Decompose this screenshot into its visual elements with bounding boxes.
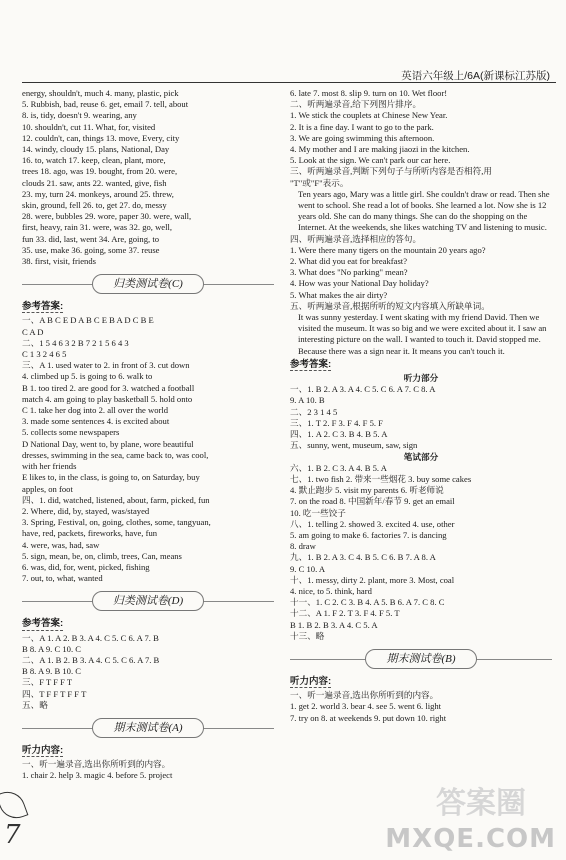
text-line: 3. We are going swimming this afternoon. bbox=[290, 132, 435, 143]
text-line: 四、1. did, watched, listened, about, farm, picked, fun bbox=[22, 494, 210, 505]
text-line: B 8. A 9. B 10. C bbox=[22, 666, 81, 677]
answer-label-right: 参考答案: bbox=[290, 358, 332, 370]
text-line: 5. collects some newspapers bbox=[22, 427, 120, 438]
listening-content-b bbox=[290, 690, 552, 724]
text-line: 5. sign, mean, be, on, climb, trees, Can, means bbox=[22, 550, 182, 561]
text-line: 4. My mother and I are making jiaozi in the kitchen. bbox=[290, 144, 470, 155]
text-line: "T"或"F"表示。 bbox=[290, 177, 349, 188]
text-line: match 4. am going to play basketball 5. hold onto bbox=[22, 393, 193, 404]
banner-title-final-a: 期末测试卷(A) bbox=[92, 718, 204, 738]
text-line: 14. windy, cloudy 15. plans, National, Day bbox=[22, 144, 170, 155]
text-line: 1. Were there many tigers on the mountain 20 years ago? bbox=[290, 244, 486, 255]
answers-block-d bbox=[22, 633, 274, 711]
text-line: apples, on foot bbox=[22, 483, 73, 494]
text-line: 一、A B C E D A B C E B A D C B E bbox=[22, 315, 154, 326]
text-line: 5. Rubbish, bad, reuse 6. get, email 7. tell, about bbox=[22, 99, 189, 110]
text-line: 一、1. B 2. A 3. A 4. C 5. C 6. A 7. C 8. A bbox=[290, 384, 436, 395]
text-line: 28. were, bubbles 29. wore, paper 30. were, wall, bbox=[22, 211, 192, 222]
section-banner-final-a bbox=[22, 718, 274, 738]
text-line: C A D bbox=[22, 326, 44, 337]
text-line: 3. What does "No parking" mean? bbox=[290, 267, 408, 278]
text-line: 8. draw bbox=[290, 541, 316, 552]
text-line: 三、A 1. used water to 2. in front of 3. cut down bbox=[22, 360, 190, 371]
text-line: 4. 默止跑步 5. visit my parents 6. 听老师说 bbox=[290, 485, 444, 496]
text-line: 四、T F F T F F T bbox=[22, 688, 87, 699]
text-line: 三、F T F F T bbox=[22, 677, 73, 688]
watermark-logo: 答案圈 bbox=[436, 786, 526, 821]
text-line: dresses, swimming in the sea, came back to, was cool, bbox=[22, 449, 209, 460]
text-line: 二、A 1. B 2. B 3. A 4. C 5. C 6. A 7. B bbox=[22, 654, 160, 665]
text-line: 9. A 10. B bbox=[290, 395, 325, 406]
text-line: 4. were, was, had, saw bbox=[22, 539, 100, 550]
text-line: 六、1. B 2. C 3. A 4. B 5. A bbox=[290, 462, 387, 473]
answer-label-d: 参考答案: bbox=[22, 618, 64, 630]
text-line: 8. is, tidy, doesn't 9. wearing, any bbox=[22, 110, 137, 121]
text-line: B 8. A 9. C 10. C bbox=[22, 643, 81, 654]
text-line: 一、听一遍录音,选出你所听到的内容。 bbox=[290, 690, 439, 701]
section-banner-final-b bbox=[290, 649, 552, 669]
text-line: 2. What did you eat for breakfast? bbox=[290, 256, 408, 267]
text-line: 6. was, did, for, went, picked, fishing bbox=[22, 561, 150, 572]
text-line: 4. climbed up 5. is going to 6. walk to bbox=[22, 371, 153, 382]
text-line: 一、A 1. A 2. B 3. A 4. C 5. C 6. A 7. B bbox=[22, 632, 159, 643]
text-line: clouds 21. saw, ants 22. wanted, give, fish bbox=[22, 177, 167, 188]
text-line: 5. Look at the sign. We can't park our car here. bbox=[290, 155, 451, 166]
banner-title-final-b: 期末测试卷(B) bbox=[365, 649, 477, 669]
text-line: trees 18. ago, was 19. bought, from 20. were, bbox=[22, 166, 178, 177]
text-line: 十、1. messy, dirty 2. plant, more 3. Most, coal bbox=[290, 574, 455, 585]
page-header-title: 英语六年级上/6A(新课标江苏版) bbox=[401, 70, 550, 82]
text-line: 十一、1. C 2. C 3. B 4. A 5. B 6. A 7. C 8. C bbox=[290, 597, 445, 608]
text-line: 1. We stick the couplets at Chinese New Year. bbox=[290, 110, 448, 121]
listening-part-heading: 听力部分 bbox=[403, 373, 439, 384]
banner-title-d: 归类测试卷(D) bbox=[92, 591, 204, 611]
text-line: E likes to, in the class, is going to, on Saturday, buy bbox=[22, 472, 200, 483]
text-line: 五、略 bbox=[22, 699, 48, 710]
text-line: 6. late 7. most 8. slip 9. turn on 10. Wet floor! bbox=[290, 88, 448, 98]
answer-label: 参考答案: bbox=[22, 301, 64, 313]
listening-content-a bbox=[22, 759, 274, 781]
text-line: 五、sunny, went, museum, saw, sign bbox=[290, 440, 418, 451]
text-line: 1. chair 2. help 3. magic 4. before 5. project bbox=[22, 770, 173, 781]
text-line: 3. made some sentences 4. is excited about bbox=[22, 416, 170, 427]
text-line: 二、2 3 1 4 5 bbox=[290, 406, 338, 417]
text-line: 二、听两遍录音,给下列图片排序。 bbox=[290, 99, 422, 110]
text-line: B 1. B 2. B 3. A 4. C 5. A bbox=[290, 619, 378, 630]
text-line: 一、听一遍录音,选出你所听到的内容。 bbox=[22, 759, 171, 770]
text-line: 4. How was your National Day holiday? bbox=[290, 278, 429, 289]
text-line: 1. get 2. world 3. bear 4. see 5. went 6. light bbox=[290, 701, 442, 712]
leaf-decoration-icon bbox=[0, 787, 28, 823]
left-column bbox=[22, 88, 274, 782]
text-line: 7. on the road 8. 中国新年/春节 9. get an email bbox=[290, 496, 455, 507]
listening-label-b: 听力内容: bbox=[290, 675, 332, 687]
text-line: with her friends bbox=[22, 461, 77, 472]
text-line: C 1 3 2 4 6 5 bbox=[22, 349, 67, 360]
text-line: 2. It is a fine day. I want to go to the park. bbox=[290, 121, 434, 132]
text-line: first, heavy, rain 31. were, was 32. go, well, bbox=[22, 222, 173, 233]
text-line: 九、1. B 2. A 3. C 4. B 5. C 6. B 7. A 8. A bbox=[290, 552, 436, 563]
text-line: 四、1. A 2. C 3. B 4. B 5. A bbox=[290, 429, 388, 440]
banner-title-c: 归类测试卷(C) bbox=[92, 274, 204, 294]
text-line: B 1. too tired 2. are good for 3. watched a football bbox=[22, 382, 195, 393]
page-number: 7 bbox=[4, 820, 21, 850]
header-divider bbox=[22, 82, 556, 83]
listening-questions bbox=[290, 234, 552, 312]
text-line: 三、1. T 2. F 3. F 4. F 5. F bbox=[290, 417, 383, 428]
text-line: 七、1. two fish 2. 带来一些烟花 3. buy some cakes bbox=[290, 473, 472, 484]
text-line: 10. 吃一些饺子 bbox=[290, 507, 346, 518]
section-banner-c bbox=[22, 274, 274, 294]
text-line: 5. am going to make 6. factories 7. is dancing bbox=[290, 529, 447, 540]
written-part-heading: 笔试部分 bbox=[403, 451, 439, 462]
answers-block-c bbox=[22, 315, 274, 584]
text-line: 2. Where, did, by, stayed, was/stayed bbox=[22, 505, 150, 516]
section-banner-d bbox=[22, 591, 274, 611]
text-line: 三、听两遍录音,判断下列句子与所听内容是否相符,用 bbox=[290, 166, 492, 177]
answers-block-continued bbox=[22, 88, 274, 267]
text-line: fun 33. did, last, went 34. Are, going, to bbox=[22, 233, 160, 244]
listening-answers bbox=[290, 384, 552, 451]
text-line: 十二、A 1. F 2. T 3. F 4. F 5. T bbox=[290, 608, 400, 619]
text-line: 八、1. telling 2. showed 3. excited 4. use, other bbox=[290, 518, 455, 529]
text-line: 四、听两遍录音,选择相应的答句。 bbox=[290, 233, 422, 244]
text-line: 10. shouldn't, cut 11. What, for, visited bbox=[22, 121, 156, 132]
text-line: 23. my, turn 24. monkeys, around 25. threw, bbox=[22, 188, 174, 199]
text-line: 五、听两遍录音,根据所听的短文内容填入所缺单词。 bbox=[290, 300, 490, 311]
right-column bbox=[290, 88, 552, 724]
text-line: 9. C 10. A bbox=[290, 563, 326, 574]
text-line: 二、1 5 4 6 3 2 B 7 2 1 5 6 4 3 bbox=[22, 337, 129, 348]
watermark-url: MXQE.COM bbox=[385, 824, 556, 854]
text-line: have, red, packets, fireworks, have, fun bbox=[22, 528, 158, 539]
written-answers bbox=[290, 463, 552, 642]
passage-museum: It was sunny yesterday. I went skating with my friend David. Then we visited the museum. It was so big and we were excited about it. I saw an interesting picture on the wall. I wanted to touch it. David stopped me. Because there was a sign near it. It means you can't touch it. bbox=[298, 312, 547, 356]
text-line: 3. Spring, Festival, on, going, clothes, some, tangyuan, bbox=[22, 517, 211, 528]
text-line: energy, shouldn't, much 4. many, plastic, pick bbox=[22, 88, 179, 98]
text-line: 16. to, watch 17. keep, clean, plant, more, bbox=[22, 155, 166, 166]
text-line: 38. first, visit, friends bbox=[22, 256, 96, 267]
text-line: 7. out, to, what, wanted bbox=[22, 573, 103, 584]
text-line: D National Day, went to, by plane, wore beautiful bbox=[22, 438, 194, 449]
listening-content-continued bbox=[290, 88, 552, 189]
text-line: 35. use, make 36. going, some 37. reuse bbox=[22, 244, 160, 255]
text-line: 4. nice, to 5. think, hard bbox=[290, 585, 372, 596]
listening-label: 听力内容: bbox=[22, 744, 64, 756]
text-line: 7. try on 8. at weekends 9. put down 10. right bbox=[290, 712, 447, 723]
text-line: 12. couldn't, can, things 13. move, Every, city bbox=[22, 132, 180, 143]
text-line: 5. What makes the air dirty? bbox=[290, 289, 388, 300]
text-line: 十三、略 bbox=[290, 630, 325, 641]
text-line: C 1. take her dog into 2. all over the world bbox=[22, 405, 169, 416]
passage-mary: Ten years ago, Mary was a little girl. She couldn't draw or read. Then she went to school. She read a lot of books. She learned a lot. Now she is 12 years old. She can do many things. She can do the shopping on the Internet. At the weekends, she likes watching TV and listening to music. bbox=[298, 188, 550, 233]
text-line: skin, ground, fell 26. to, get 27. do, messy bbox=[22, 200, 167, 211]
